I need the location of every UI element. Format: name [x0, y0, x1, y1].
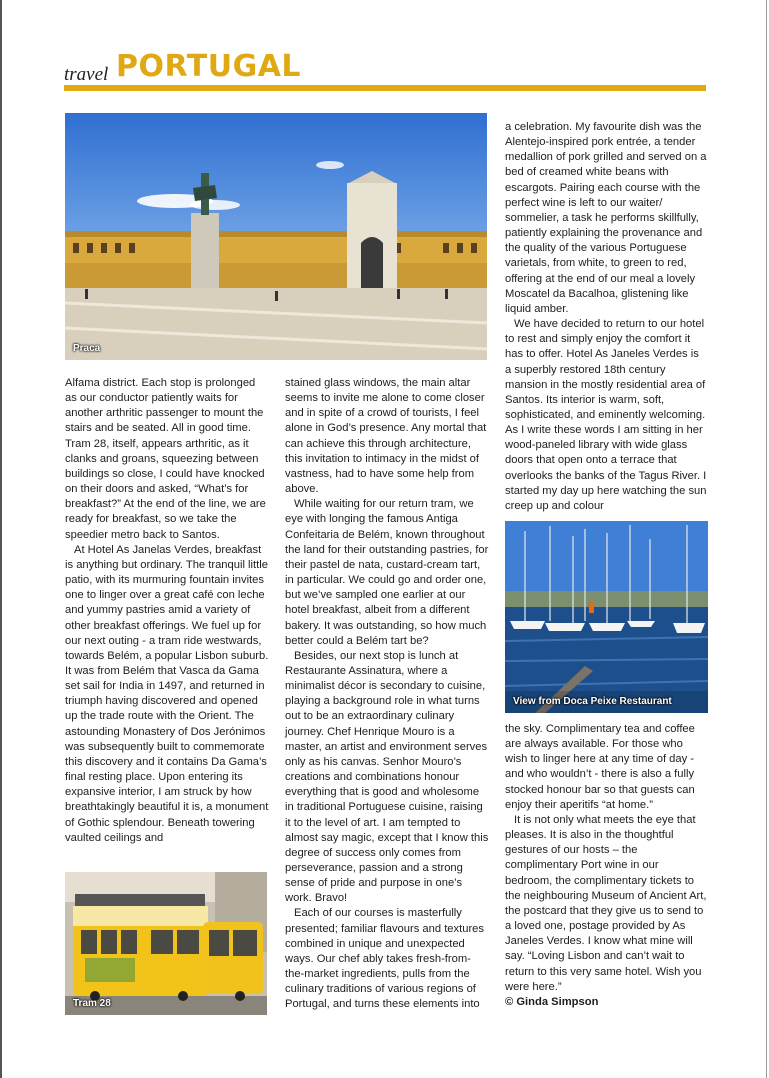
tram-photo [65, 872, 267, 1015]
marina-illustration [505, 521, 708, 713]
page-edge-right [766, 0, 767, 1078]
marina-caption: View from Doca Peixe Restaurant [513, 696, 672, 707]
paragraph: It is not only what meets the eye that pleases. It is also in the thoughtful gestures of our hosts – the complimentary Port wine in our bedroom, the complimentary tickets to the neighbouring Museum of Ancient Art, the postcard that they give us to send to a loved one, postage provided by As Janeles Verdes. I know what mine will say. “Loving Lisbon and can’t wait to return to this very same hotel. Wish you were here.” [505, 813, 707, 993]
paragraph: At Hotel As Janelas Verdes, breakfast is anything but ordinary. The tranquil little patio, with its murmuring fountain invites one to linger over a great café con leche and yummy pastries amid a variety of other breakfast offerings. We fuel up for our next outing - a tram ride westwards, towards Belém, a popular Lisbon suburb. It was from Belém that Vasca da Gama set sail for India in 1497, and returned in triumph having discovered and opened up the trade route with the Orient. The astounding Monastery of Dos Jerónimos was subsequently built to commemorate this discovery and it contains Da Gama’s final resting place. Upon entering its expansive interior, I am struck by how breathtakingly beautiful it is, a monument of Gothic splendour. Beneath towering vaulted ceilings and [65, 543, 269, 844]
paragraph: stained glass windows, the main altar seems to invite me alone to come closer and in spite of a crowd of tourists, I feel alone in God’s presence. Any mortal that can achieve this through architecture, this invitation to intimacy in the midst of vastness, had to have some help from above. [285, 377, 487, 496]
praca-illustration [65, 113, 487, 360]
paragraph: Besides, our next stop is lunch at Restaurante Assinatura, where a minimalist décor is secondary to cuisine, playing a background role in what turns out to be an extraordinary culinary journey. Chef Henrique Mouro is a master, an artist and environment serves only as his canvas. Senhor Mouro’s creations and combinations honour everything that is good and wholesome in traditional Portuguese cuisine, raising it to the level of art. I am tempted to almost say magic, except that I know this degree of success only comes from perseverance, passion and a strong sense of pride and purpose in one’s work. Bravo! [285, 649, 489, 905]
tram-caption: Tram 28 [73, 998, 111, 1009]
author-credit: © Ginda Simpson [505, 995, 599, 1008]
praca-caption: Praca [73, 343, 101, 354]
tram-illustration [65, 872, 267, 1015]
header-rule [64, 85, 706, 91]
paragraph: Each of our courses is masterfully presented; familiar flavours and textures combined in unique and unexpected ways. Our chef ably takes fresh-from-the-market ingredients, pulls from the culinary traditions of various regions of Portugal, and turns these elements into [285, 907, 484, 1011]
marina-photo [505, 521, 708, 713]
page-edge [0, 0, 2, 1078]
paragraph: a celebration. My favourite dish was the Alentejo-inspired pork entrée, a tender medallion of pork grilled and served on a bed of creamed white beans with escargots. Pairing each course with the perfect wine is left to our waiter/ sommelier, a task he performs skillfully, patiently explaining the provenance and the quality of the various Portuguese varietals, from white, to green to red, offering at the end of our meal a lovely Moscatel da Bacalhoa, glistening like liquid amber. [505, 121, 707, 315]
paragraph: While waiting for our return tram, we eye with longing the famous Antiga Confeitaria de Belém, known throughout the land for their outstanding pastries, for their pastel de nata, custard-cream tart, in particular. We could go and order one, but we’ve sampled one earlier at our hotel breakfast, albeit from a different bakery. It was outstanding, so how much better could a Belém tart be? [285, 498, 489, 647]
paragraph: Alfama district. Each stop is prolonged as our conductor patiently waits for another arthritic passenger to mount the stairs and be seated. All in good time. Tram 28, itself, appears arthritic, as it clanks and groans, squeezing between buildings so close, I could have knocked on their doors and asked, “What’s for breakfast?” At the end of the line, we are ready for breakfast, so we take the speedier metro back to Santos. [65, 377, 266, 541]
paragraph: We have decided to return to our hotel to rest and simply enjoy the comfort it has to offer. Hotel As Janeles Verdes is a superbly restored 18th century mansion in the mostly residential area of Santos. Its interior is warm, soft, sophisticated, and eminently welcoming. As I write these words I am sitting in her wood-paneled library with wide glass doors that open onto a terrace that overlooks the banks of the Tagus River. I started my day up here watching the sun creep up and colour [505, 318, 707, 512]
article-column-1 [65, 376, 270, 846]
section-kicker: travel [64, 64, 109, 85]
praca-photo [65, 113, 487, 360]
article-column-2 [285, 376, 490, 1013]
article-column-3-top [505, 120, 707, 514]
paragraph: the sky. Complimentary tea and coffee are always available. For those who wish to linger here at any time of day - and who wouldn’t - there is also a fully stocked honour bar so that guests can enjoy their aperitifs “at home.” [505, 723, 695, 811]
article-column-3-bottom [505, 722, 707, 1010]
page-title: PORTUGAL [116, 49, 302, 84]
